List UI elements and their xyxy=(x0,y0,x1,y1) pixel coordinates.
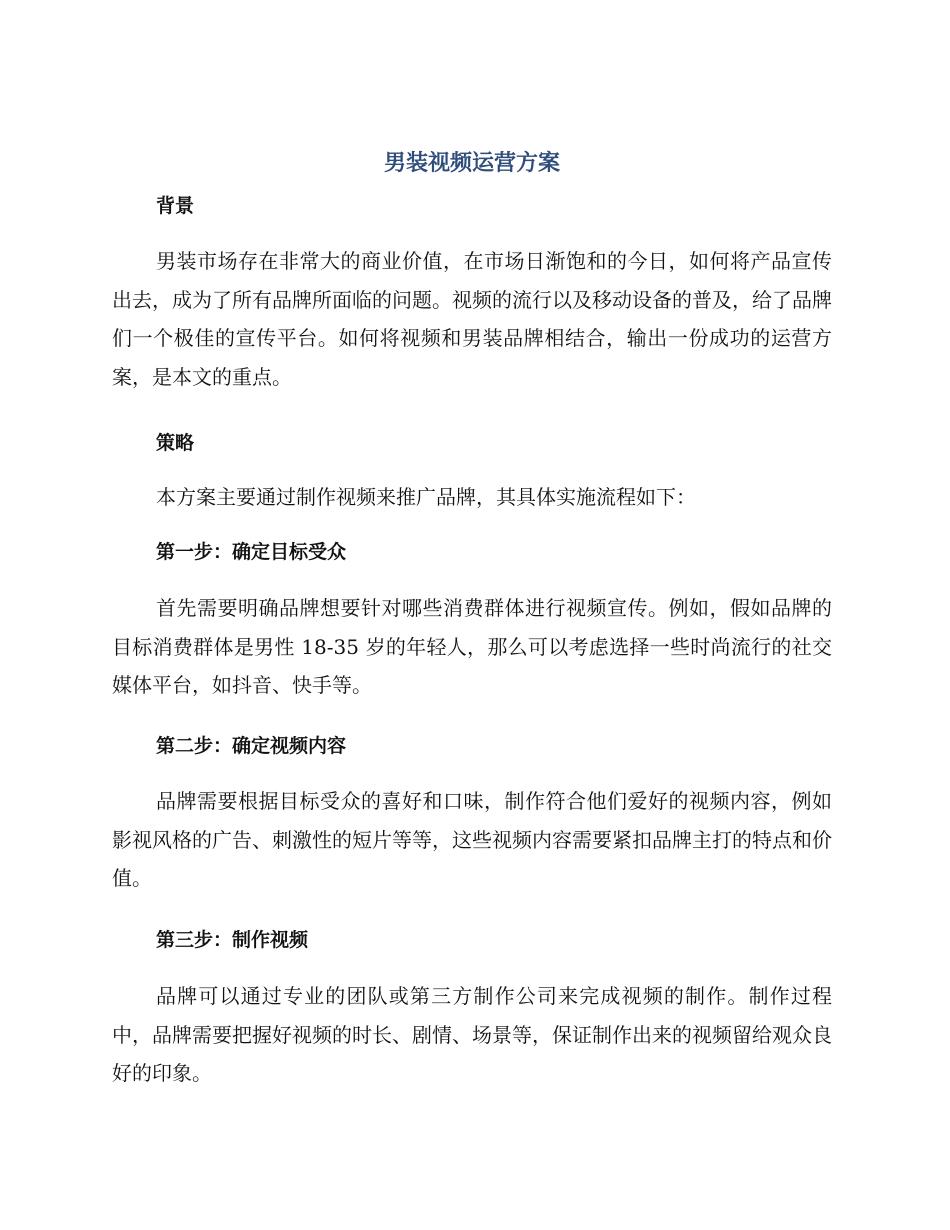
section-paragraph-step-2: 品牌需要根据目标受众的喜好和口味，制作符合他们爱好的视频内容，例如影视风格的广告、刺激性的短片等等，这些视频内容需要紧扣品牌主打的特点和价值。 xyxy=(112,789,832,890)
section-paragraph-strategy: 本方案主要通过制作视频来推广品牌，其具体实施流程如下： xyxy=(156,485,696,509)
section-paragraph-background: 男装市场存在非常大的商业价值，在市场日渐饱和的今日，如何将产品宣传出去，成为了所有品牌所面临的问题。视频的流行以及移动设备的普及，给了品牌们一个极佳的宣传平台。如何将视频和男装品牌相结合，输出一份成功的运营方案，是本文的重点。 xyxy=(112,249,832,389)
section-heading-step-2: 第二步：确定视频内容 xyxy=(156,735,347,757)
section-heading-step-3: 第三步：制作视频 xyxy=(156,929,309,951)
section-heading-strategy: 策略 xyxy=(156,432,195,454)
section-heading-background: 背景 xyxy=(156,195,195,217)
section-heading-step-1: 第一步：确定目标受众 xyxy=(156,541,347,563)
section-paragraph-step-3: 品牌可以通过专业的团队或第三方制作公司来完成视频的制作。制作过程中，品牌需要把握好视频的时长、剧情、场景等，保证制作出来的视频留给观众良好的印象。 xyxy=(112,984,832,1085)
section-paragraph-step-1: 首先需要明确品牌想要针对哪些消费群体进行视频宣传。例如，假如品牌的目标消费群体是男性 18-35 岁的年轻人，那么可以考虑选择一些时尚流行的社交媒体平台，如抖音、快手等。 xyxy=(112,596,832,697)
document-title: 男装视频运营方案 xyxy=(383,151,560,176)
